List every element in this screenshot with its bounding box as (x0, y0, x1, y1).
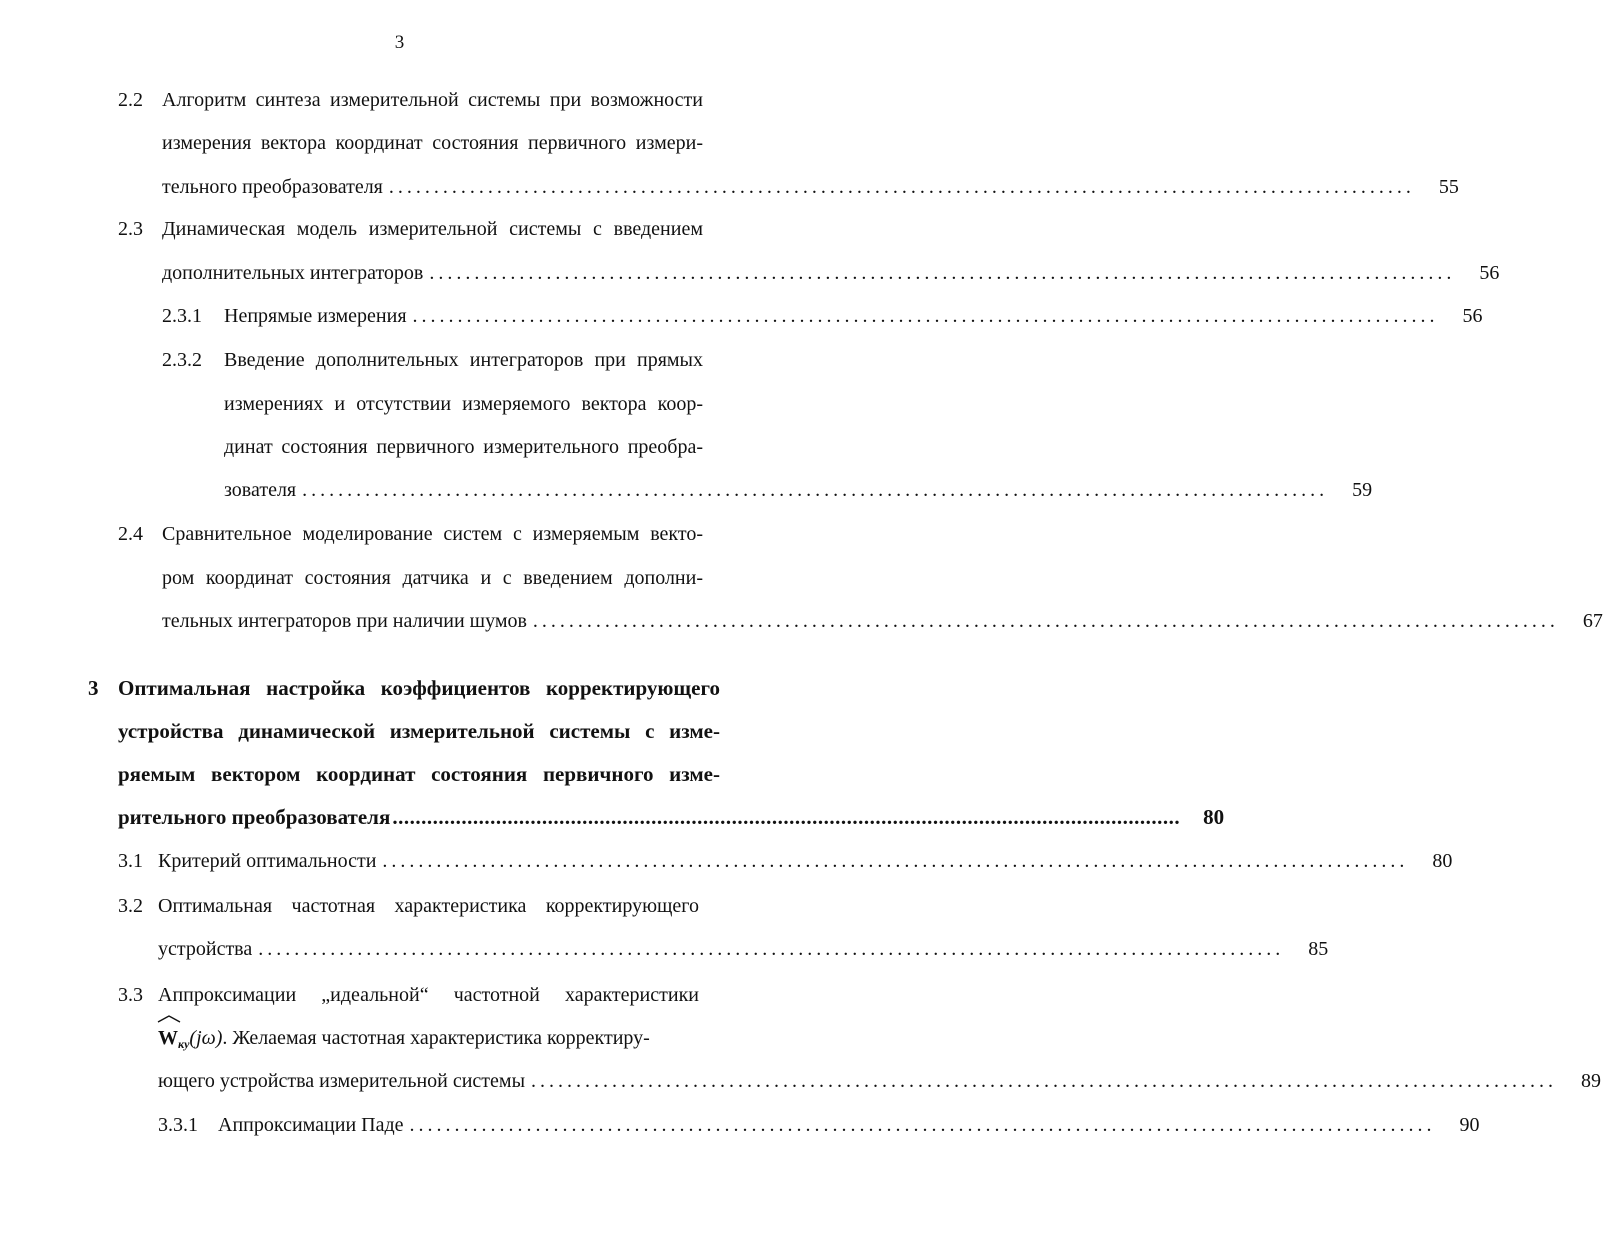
section-2-3-title-line-2: дополнительных интеграторов (162, 262, 424, 284)
dot-leader: .................................................................................................................. (258, 938, 1285, 960)
section-3-1-page: 80 (1432, 850, 1453, 872)
toc-entry-3-1[interactable] (158, 846, 1453, 876)
dot-leader: .................................................................................................................. (388, 176, 1415, 198)
section-2-3-title-line-1: Динамическая модель измерительной системы с введением (162, 218, 703, 240)
section-2-4-title-line-1: Сравнительное моделирование систем с измеряемым векто- (162, 523, 703, 545)
section-3-1-title: Критерий оптимальности (158, 850, 377, 872)
section-2-2-title-line-2: измерения вектора координат состояния первичного измери- (162, 132, 703, 154)
section-3-2-page: 85 (1308, 938, 1329, 960)
dot-leader: ......................................................................................................................................... (392, 805, 1181, 829)
section-3-3-1-page: 90 (1459, 1114, 1480, 1136)
section-2-3-2-number: 2.3.2 (162, 349, 202, 371)
section-2-2-title-line-1: Алгоритм синтеза измерительной системы при возможности (162, 89, 703, 111)
section-2-3-2-title-line-3: динат состояния первичного измерительного преобра- (224, 436, 703, 458)
chapter-3-title-line-1: Оптимальная настройка коэффициентов корректирующего (118, 676, 720, 700)
toc-entry-2-3-1[interactable] (224, 301, 1483, 331)
section-2-4-page: 67 (1582, 610, 1603, 632)
toc-entry-2-2[interactable] (162, 172, 1459, 202)
section-2-3-2-title-line-2: измерениях и отсутствии измеряемого вектора коор- (224, 393, 703, 415)
section-3-3-1-title: Аппроксимации Паде (218, 1114, 404, 1136)
section-2-2-title-line-3: тельного преобразователя (162, 176, 383, 198)
chapter-3-title-line-3: ряемым вектором координат состояния первичного изме- (118, 762, 720, 786)
section-3-2-title-line-2: устройства (158, 938, 253, 960)
wide-hat-icon (157, 1015, 181, 1023)
formula-rest: . Желаемая частотная характеристика корректиру- (222, 1027, 650, 1049)
formula-symbol: W (158, 1027, 178, 1049)
dot-leader: .................................................................................................................. (412, 305, 1439, 327)
toc-entry-2-4[interactable] (162, 606, 1603, 636)
toc-entry-chapter-3[interactable] (118, 802, 1225, 832)
chapter-3-number: 3 (88, 676, 99, 700)
toc-entry-3-2[interactable] (158, 934, 1329, 964)
page-number: 3 (394, 32, 405, 53)
section-2-3-2-title-line-1: Введение дополнительных интеграторов при прямых (224, 349, 703, 371)
section-3-3-page: 89 (1581, 1070, 1602, 1092)
section-2-4-title-line-3: тельных интеграторов при наличии шумов (162, 610, 527, 632)
formula-argument: (jω) (189, 1027, 223, 1049)
section-3-2-title-line-1: Оптимальная частотная характеристика корректирующего (158, 895, 699, 917)
section-3-3-number: 3.3 (118, 984, 143, 1006)
section-3-3-title-line-2 (158, 1023, 699, 1053)
section-3-3-1-number: 3.3.1 (158, 1114, 198, 1136)
section-2-3-2-page: 59 (1352, 479, 1373, 501)
section-2-3-2-title-line-4: зователя (224, 479, 297, 501)
chapter-3-page: 80 (1203, 805, 1225, 829)
toc-entry-2-3-2[interactable] (224, 475, 1373, 505)
section-3-2-number: 3.2 (118, 895, 143, 917)
toc-entry-3-3-1[interactable] (218, 1110, 1480, 1140)
section-2-3-1-number: 2.3.1 (162, 305, 202, 327)
section-2-3-number: 2.3 (118, 218, 143, 240)
chapter-3-title-line-2: устройства динамической измерительной системы с изме- (118, 719, 720, 743)
formula-subscript: ку (178, 1037, 190, 1051)
dot-leader: .................................................................................................................. (302, 479, 1329, 501)
chapter-3-title-line-4: рительного преобразователя (118, 805, 391, 829)
dot-leader: .................................................................................................................. (409, 1114, 1436, 1136)
dot-leader: .................................................................................................................. (429, 262, 1456, 284)
section-3-3-title-line-1: Аппроксимации „идеальной“ частотной характеристики (158, 984, 699, 1006)
section-2-4-number: 2.4 (118, 523, 143, 545)
section-2-2-number: 2.2 (118, 89, 143, 111)
dot-leader: .................................................................................................................. (532, 610, 1559, 632)
section-2-3-1-title: Непрямые измерения (224, 305, 407, 327)
section-2-2-page: 55 (1438, 176, 1459, 198)
section-3-3-title-line-3: ющего устройства измерительной системы (158, 1070, 526, 1092)
dot-leader: .................................................................................................................. (382, 850, 1409, 872)
section-2-3-1-page: 56 (1462, 305, 1483, 327)
w-hat-symbol (158, 1023, 178, 1053)
section-2-4-title-line-2: ром координат состояния датчика и с введением дополни- (162, 567, 703, 589)
section-2-3-page: 56 (1479, 262, 1500, 284)
toc-entry-3-3[interactable] (158, 1066, 1602, 1096)
section-3-1-number: 3.1 (118, 850, 143, 872)
dot-leader: .................................................................................................................. (531, 1070, 1558, 1092)
toc-entry-2-3[interactable] (162, 258, 1500, 288)
